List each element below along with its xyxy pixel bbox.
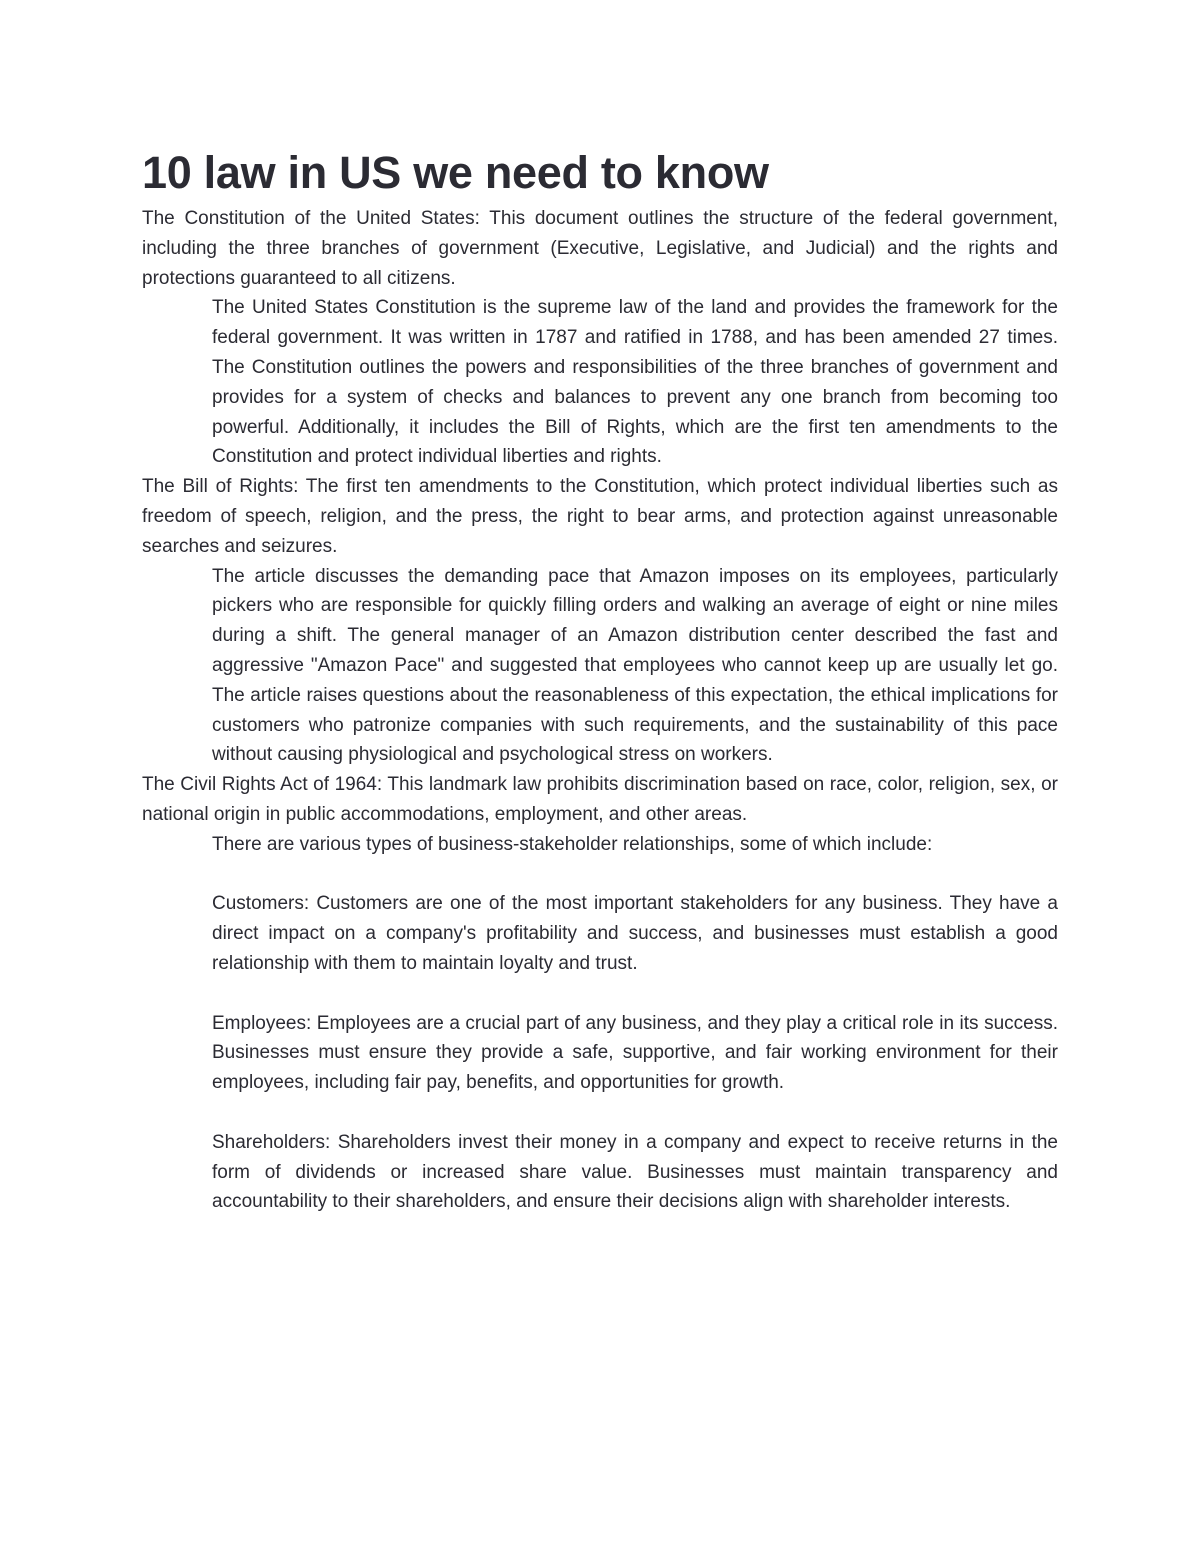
document-body [142,204,1058,1217]
paragraph-constitution-intro: The Constitution of the United States: This document outlines the structure of the federal government, including the three branches of government (Executive, Legislative, and Judicial) and the rights and protections guaranteed to all citizens. [142,208,1058,289]
paragraph-amazon-article: The article discusses the demanding pace that Amazon imposes on its employees, particularly pickers who are responsible for quickly filling orders and walking an average of eight or nine miles during a shift. The general manager of an Amazon distribution center described the fast and aggressive "Amazon Pace" and suggested that employees who cannot keep up are usually let go. The article raises questions about the reasonableness of this expectation, the ethical implications for customers who patronize companies with such requirements, and the sustainability of this pace without causing physiological and psychological stress on workers. [212,565,1058,766]
blank-line [142,860,1058,890]
paragraph-constitution-detail: The United States Constitution is the supreme law of the land and provides the framework for the federal government. It was written in 1787 and ratified in 1788, and has been amended 27 times. The Constitution outlines the powers and responsibilities of the three branches of government and provides for a system of checks and balances to prevent any one branch from becoming too powerful. Additionally, it includes the Bill of Rights, which are the first ten amendments to the Constitution and protect individual liberties and rights. [212,297,1058,468]
paragraph-employees: Employees: Employees are a crucial part of any business, and they play a critical role in its success. Businesses must ensure they provide a safe, supportive, and fair working environment for their employees, including fair pay, benefits, and opportunities for growth. [212,1012,1058,1094]
paragraph-civil-rights-act: The Civil Rights Act of 1964: This landmark law prohibits discrimination based on race, color, religion, sex, or national origin in public accommodations, employment, and other areas. [142,774,1058,825]
paragraph-bill-of-rights: The Bill of Rights: The first ten amendments to the Constitution, which protect individual liberties such as freedom of speech, religion, and the press, the right to bear arms, and protection against unreasonable searches and seizures. [142,476,1058,557]
paragraph-stakeholder-intro: There are various types of business-stakeholder relationships, some of which include: [212,833,933,855]
paragraph-customers: Customers: Customers are one of the most important stakeholders for any business. They have a direct impact on a company's profitability and success, and businesses must establish a good relationship with them to maintain loyalty and trust. [212,893,1058,974]
document-title: 10 law in US we need to know [142,147,769,198]
blank-line [142,1098,1058,1128]
paragraph-shareholders: Shareholders: Shareholders invest their money in a company and expect to receive returns in the form of dividends or increased share value. Businesses must maintain transparency and accountability to their shareholders, and ensure their decisions align with shareholder interests. [212,1131,1058,1213]
blank-line [142,979,1058,1009]
